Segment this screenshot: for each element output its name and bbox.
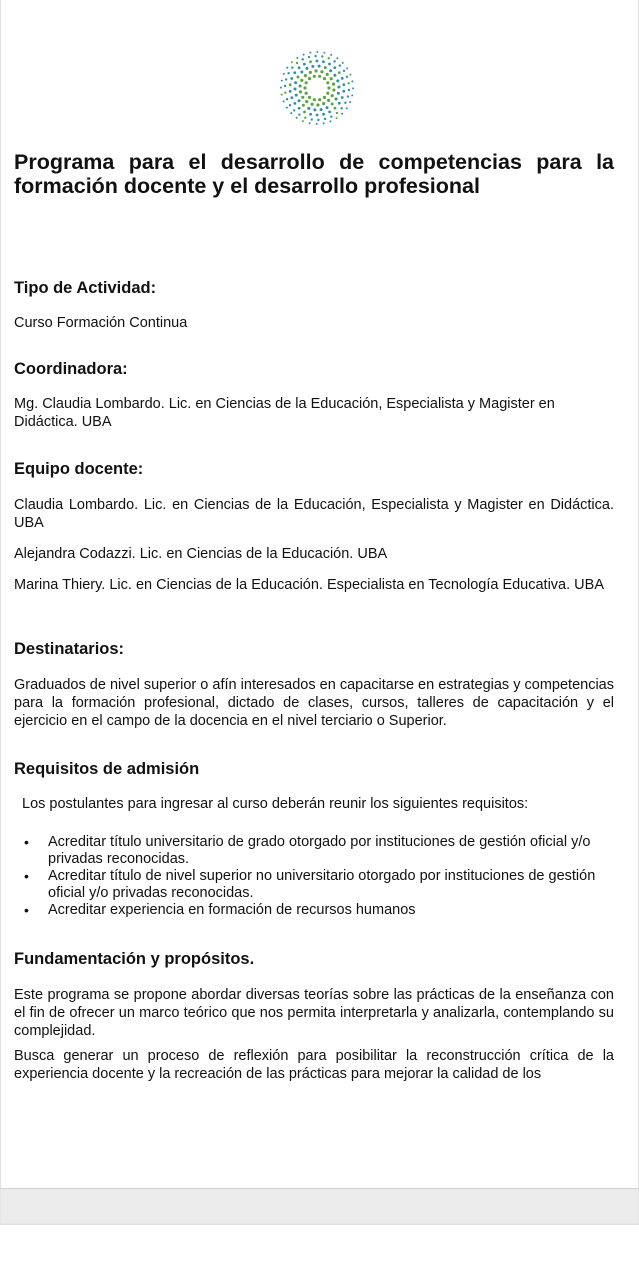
- logo-dot: [301, 96, 304, 99]
- logo-dot: [316, 60, 319, 63]
- logo-dot: [300, 79, 303, 82]
- logo-dot: [328, 63, 331, 66]
- logo-dot: [281, 94, 283, 96]
- list-item: [14, 902, 614, 919]
- list-item-text: Acreditar experiencia en formación de recursos humanos: [48, 902, 416, 918]
- logo-dot: [313, 108, 316, 111]
- logo-dot: [296, 62, 298, 64]
- logo-dot: [286, 67, 288, 69]
- logo-dot: [340, 107, 342, 109]
- logo-dot: [308, 77, 311, 80]
- logo-dot: [333, 74, 336, 77]
- logo-dot: [322, 102, 325, 105]
- logo-dot: [291, 61, 293, 63]
- fundamentacion-paragraph: Este programa se propone abordar diversas teorías sobre las prácticas de la enseñanza con el fin de ofrecer un marco teórico que nos permita interpretarla y analizarla, contemplando su complejidad.: [14, 987, 614, 1039]
- logo-dot: [296, 57, 298, 59]
- logo-dot: [341, 77, 344, 80]
- equipo-docente-heading: Equipo docente:: [14, 460, 144, 478]
- logo-dot: [298, 99, 301, 102]
- logo-dot: [349, 74, 351, 76]
- logo-dot: [314, 69, 317, 72]
- logo-dot: [323, 52, 325, 54]
- document-title: Programa para el desarrollo de competencias para la formación docente y el desarrollo profesional: [14, 150, 614, 198]
- logo-dot: [347, 82, 349, 84]
- list-item-text: Acreditar título de nivel superior no universitario otorgado por instituciones de gestión oficial y/o privadas reconocidas.: [48, 868, 596, 901]
- logo-dot: [316, 51, 318, 53]
- logo-dot: [318, 75, 321, 78]
- destinatarios-value: Graduados de nivel superior o afín interesados en capacitarse en estrategias y competencias para la formación profesional, dictado de clases, cursos, talleres de capacitación y el ejercicio en el campo de la docencia en el nivel terciario o Superior.: [14, 677, 614, 729]
- coordinadora-heading: Coordinadora:: [14, 360, 128, 378]
- logo-dot: [298, 113, 300, 115]
- logo-dot: [290, 77, 293, 80]
- fundamentacion-paragraph: Busca generar un proceso de reflexión para posibilitar la reconstrucción crítica de la experiencia docente y la recreación de las prácticas para mejorar la calidad de los: [14, 1048, 614, 1082]
- logo-dot: [349, 101, 351, 103]
- page-separator: [0, 1188, 639, 1225]
- logo-dot: [317, 119, 319, 121]
- logo-dot: [318, 98, 321, 101]
- requisitos-intro: Los postulantes para ingresar al curso deberán reunir los siguientes requisitos:: [22, 796, 529, 812]
- logo-dot: [331, 94, 334, 97]
- logo-dot: [336, 57, 338, 59]
- logo-dot: [314, 55, 316, 57]
- logo-dot: [299, 84, 302, 87]
- requisitos-heading: Requisitos de admisión: [14, 760, 200, 778]
- bullet-icon: •: [24, 902, 29, 918]
- logo-dot: [311, 118, 313, 120]
- logo-dot: [320, 70, 323, 73]
- logo-dot: [332, 83, 335, 86]
- logo-dot: [309, 60, 312, 63]
- logo-dot: [289, 90, 292, 93]
- logo-dot: [285, 78, 287, 80]
- logo-dot: [327, 86, 330, 89]
- logo-dot: [335, 98, 338, 101]
- sunburst-dots-logo-icon: [279, 50, 355, 126]
- logo-dot: [336, 112, 338, 114]
- list-item: [14, 834, 614, 868]
- logo-dot: [294, 88, 297, 91]
- logo-dot: [305, 92, 308, 95]
- logo-dot: [302, 120, 304, 122]
- logo-dot: [329, 120, 331, 122]
- list-item-text: Acreditar título universitario de grado otorgado por instituciones de gestión oficial y/o privadas reconocidas.: [48, 834, 591, 867]
- logo-dot: [286, 98, 288, 100]
- logo-dot: [326, 106, 329, 109]
- logo-dot: [296, 117, 298, 119]
- logo-dot: [311, 65, 314, 68]
- logo-dot: [293, 71, 296, 74]
- logo-dot: [338, 71, 341, 74]
- logo-dot: [289, 104, 291, 106]
- logo-dot: [330, 77, 333, 80]
- logo-dot: [298, 107, 301, 110]
- logo-dot: [330, 115, 332, 117]
- logo-dot: [322, 113, 325, 116]
- equipo-member: Claudia Lombardo. Lic. en Ciencias de la Educación, Especialista y Magister en Didáctica. UBA: [14, 497, 614, 531]
- logo-dot: [322, 60, 325, 63]
- logo-dot: [305, 67, 308, 70]
- logo-dot: [290, 112, 292, 114]
- bullet-icon: •: [24, 868, 29, 884]
- logo-dot: [303, 54, 305, 56]
- logo-dot: [337, 86, 340, 89]
- logo-dot: [316, 114, 319, 117]
- logo-dot: [337, 92, 340, 95]
- logo-dot: [303, 111, 306, 114]
- logo-dot: [302, 58, 304, 60]
- logo-dot: [342, 90, 345, 93]
- logo-dot: [326, 73, 329, 76]
- logo-dot: [316, 103, 319, 106]
- logo-dot: [320, 108, 323, 111]
- logo-dot: [333, 66, 336, 69]
- logo-dot: [341, 113, 343, 115]
- logo-dot: [298, 66, 301, 69]
- tipo-actividad-heading: Tipo de Actividad:: [14, 279, 157, 297]
- logo-dot: [344, 102, 346, 104]
- logo-dot: [283, 100, 285, 102]
- logo-dot: [342, 62, 344, 64]
- logo-dot: [302, 104, 305, 107]
- logo-dot: [286, 107, 288, 109]
- equipo-member: Marina Thiery. Lic. en Ciencias de la Educación. Especialista en Tecnología Educativa. UBA: [14, 577, 604, 593]
- logo-dot: [304, 117, 306, 119]
- logo-dot: [324, 66, 327, 69]
- logo-dot: [287, 72, 289, 74]
- logo-dot: [309, 122, 311, 124]
- logo-dot: [346, 76, 348, 78]
- logo-dot: [299, 90, 302, 93]
- logo-dot: [346, 67, 348, 69]
- logo-dot: [307, 107, 310, 110]
- logo-dot: [352, 87, 354, 89]
- logo-dot: [293, 109, 295, 111]
- logo-dot: [305, 100, 308, 103]
- logo-dot: [326, 92, 329, 95]
- list-item: [14, 868, 614, 902]
- logo-dot: [313, 75, 316, 78]
- logo-dot: [283, 73, 285, 75]
- logo-dot: [291, 66, 293, 68]
- logo-dot: [329, 69, 332, 72]
- logo-dot: [333, 60, 335, 62]
- logo-dot: [316, 123, 318, 125]
- logo-dot: [323, 96, 326, 99]
- logo-dot: [321, 55, 323, 57]
- logo-dot: [336, 117, 338, 119]
- logo-dot: [303, 86, 306, 89]
- logo-dot: [347, 95, 349, 97]
- logo-dot: [341, 96, 344, 99]
- logo-dot: [332, 88, 335, 91]
- logo-dot: [330, 54, 332, 56]
- logo-dot: [336, 79, 339, 82]
- logo-dot: [343, 70, 345, 72]
- logo-dot: [318, 65, 321, 68]
- logo-dot: [338, 102, 341, 105]
- logo-dot: [284, 85, 286, 87]
- logo-dot: [293, 102, 296, 105]
- logo-dot: [305, 81, 308, 84]
- logo-dot: [323, 122, 325, 124]
- logo-dot: [284, 92, 286, 94]
- destinatarios-heading: Destinatarios:: [14, 640, 125, 658]
- logo-dot: [289, 83, 292, 86]
- logo-dot: [295, 94, 298, 97]
- logo-dot: [280, 87, 282, 89]
- tipo-actividad-value: Curso Formación Continua: [14, 315, 188, 331]
- logo-dot: [326, 81, 329, 84]
- logo-dot: [309, 71, 312, 74]
- logo-dot: [328, 57, 330, 59]
- equipo-member: Alejandra Codazzi. Lic. en Ciencias de la Educación. UBA: [14, 546, 388, 562]
- logo-dot: [303, 63, 306, 66]
- logo-dot: [339, 64, 341, 66]
- logo-dot: [294, 81, 297, 84]
- logo-dot: [308, 56, 310, 58]
- logo-dot: [309, 52, 311, 54]
- logo-dot: [300, 71, 303, 74]
- logo-dot: [296, 75, 299, 78]
- logo-dot: [304, 74, 307, 77]
- logo-dot: [331, 102, 334, 105]
- logo-dot: [281, 80, 283, 82]
- requisitos-list: [14, 834, 614, 919]
- logo-dot: [351, 94, 353, 96]
- logo-dot: [351, 80, 353, 82]
- logo-dot: [328, 110, 331, 113]
- bullet-icon: •: [24, 834, 29, 850]
- logo-dot: [290, 96, 293, 99]
- logo-dot: [324, 118, 326, 120]
- logo-dot: [346, 107, 348, 109]
- logo-dot: [334, 107, 337, 110]
- logo-dot: [327, 99, 330, 102]
- logo-dot: [323, 77, 326, 80]
- logo-dot: [342, 83, 345, 86]
- logo-dot: [313, 98, 316, 101]
- logo-dot: [310, 103, 313, 106]
- logo-dot: [309, 113, 312, 116]
- coordinadora-value: Mg. Claudia Lombardo. Lic. en Ciencias de la Educación, Especialista y Magister en Didáctica. UBA: [14, 396, 555, 430]
- logo-dot: [348, 89, 350, 91]
- logo-dot: [308, 96, 311, 99]
- fundamentacion-heading: Fundamentación y propósitos.: [14, 950, 255, 968]
